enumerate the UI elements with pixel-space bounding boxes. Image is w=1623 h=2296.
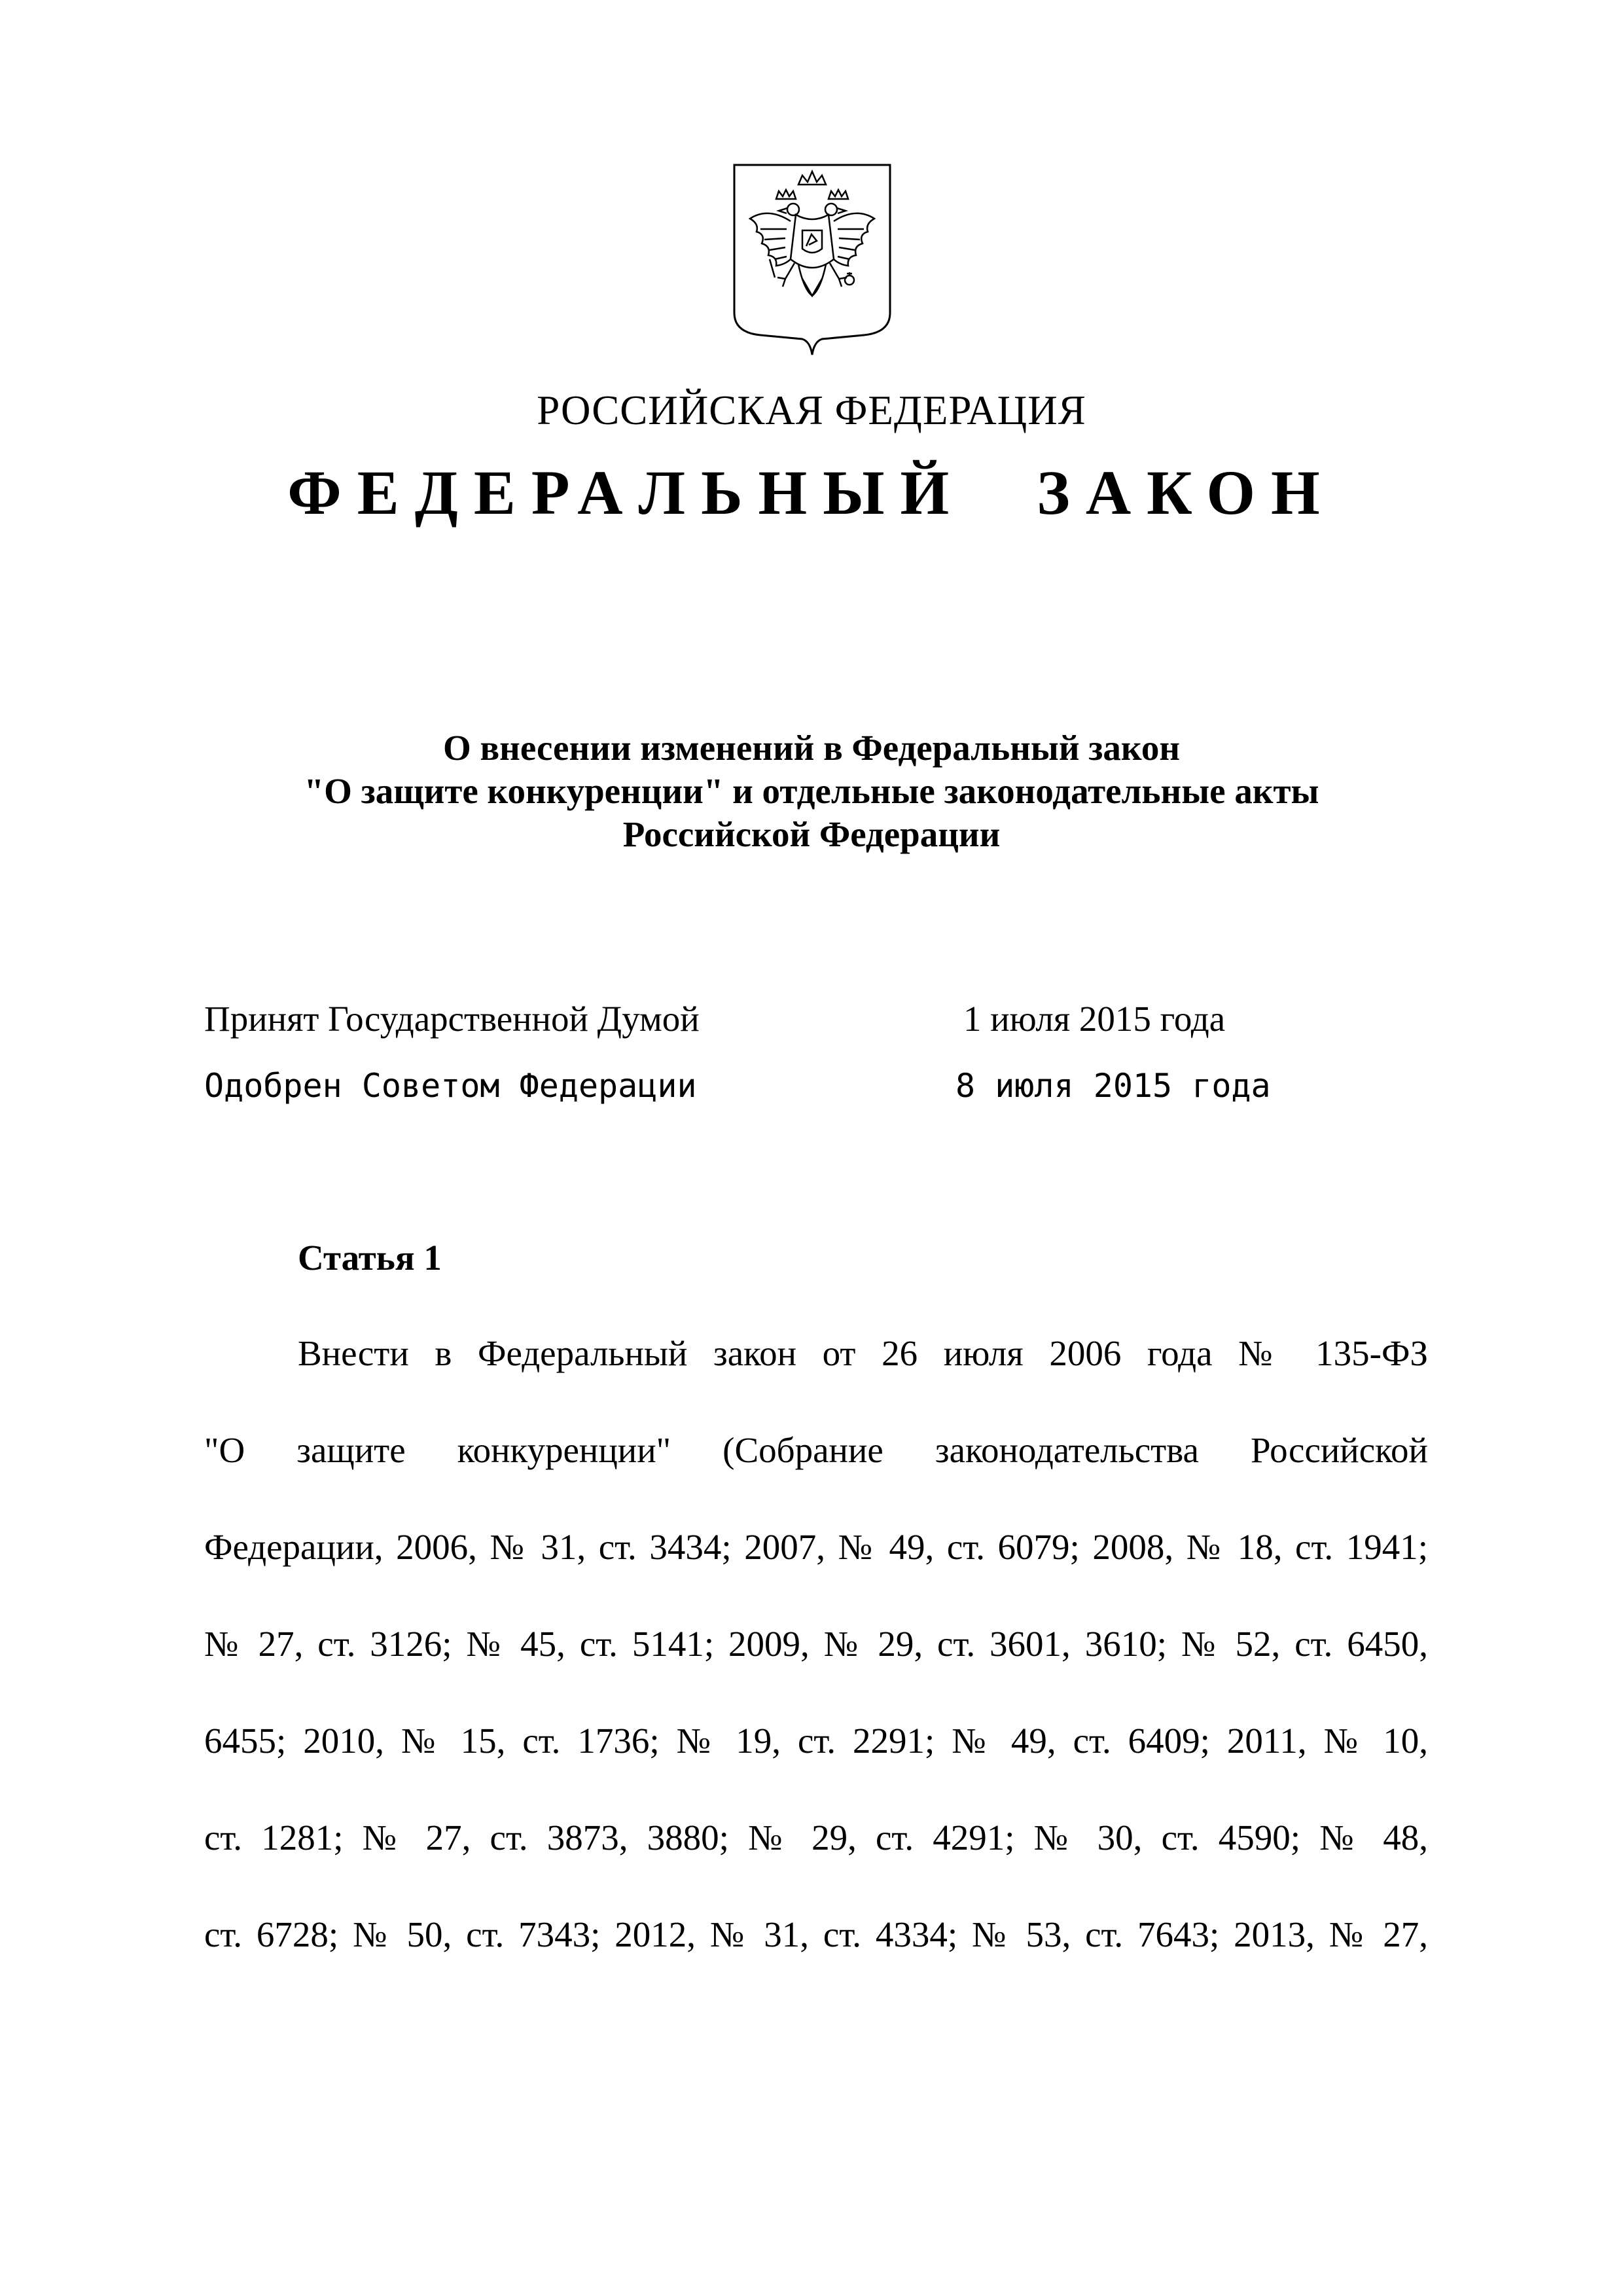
article-body-line: Федерации, 2006, № 31, ст. 3434; 2007, № 49, ст. 6079; 2008, № 18, ст. 1941; bbox=[204, 1527, 1428, 1567]
adoption-duma-label: Принят Государственной Думой bbox=[204, 999, 700, 1039]
document-type-word-1: ФЕДЕРАЛЬНЫЙ bbox=[287, 457, 965, 528]
adoption-duma-date: 1 июля 2015 года bbox=[963, 999, 1226, 1039]
article-body-line: Внести в Федеральный закон от 26 июля 2006 года № 135-ФЗ bbox=[298, 1333, 1428, 1373]
adoption-council-row bbox=[204, 1067, 1284, 1119]
article-body-line: № 27, ст. 3126; № 45, ст. 5141; 2009, № 29, ст. 3601, 3610; № 52, ст. 6450, bbox=[204, 1624, 1428, 1664]
law-title-line: О внесении изменений в Федеральный закон bbox=[442, 728, 1181, 768]
adoption-council-label: Одобрен Советом Федерации bbox=[204, 1067, 697, 1105]
article-body-line: 6455; 2010, № 15, ст. 1736; № 19, ст. 2291; № 49, ст. 6409; 2011, № 10, bbox=[204, 1721, 1428, 1761]
law-title bbox=[0, 726, 1623, 856]
article-body bbox=[204, 1332, 1428, 2010]
document-type-word-2: ЗАКОН bbox=[1037, 457, 1336, 528]
article-body-line: "О защите конкуренции" (Собрание законодательства Российской bbox=[204, 1430, 1428, 1470]
adoption-council-date: 8 июля 2015 года bbox=[955, 1067, 1271, 1105]
article-title: Статья 1 bbox=[298, 1238, 442, 1278]
law-title-line: Российской Федерации bbox=[622, 814, 1001, 854]
adoption-duma-row bbox=[204, 998, 1284, 1050]
law-title-line: "О защите конкуренции" и отдельные законодательные акты bbox=[304, 771, 1319, 811]
russian-coat-of-arms-icon bbox=[730, 161, 894, 357]
article-body-line: ст. 6728; № 50, ст. 7343; 2012, № 31, ст. 4334; № 53, ст. 7643; 2013, № 27, bbox=[204, 1914, 1428, 1954]
document-type-heading bbox=[0, 455, 1623, 530]
country-heading: РОССИЙСКАЯ ФЕДЕРАЦИЯ bbox=[537, 387, 1086, 433]
article-body-line: ст. 1281; № 27, ст. 3873, 3880; № 29, ст. 4291; № 30, ст. 4590; № 48, bbox=[204, 1818, 1428, 1857]
